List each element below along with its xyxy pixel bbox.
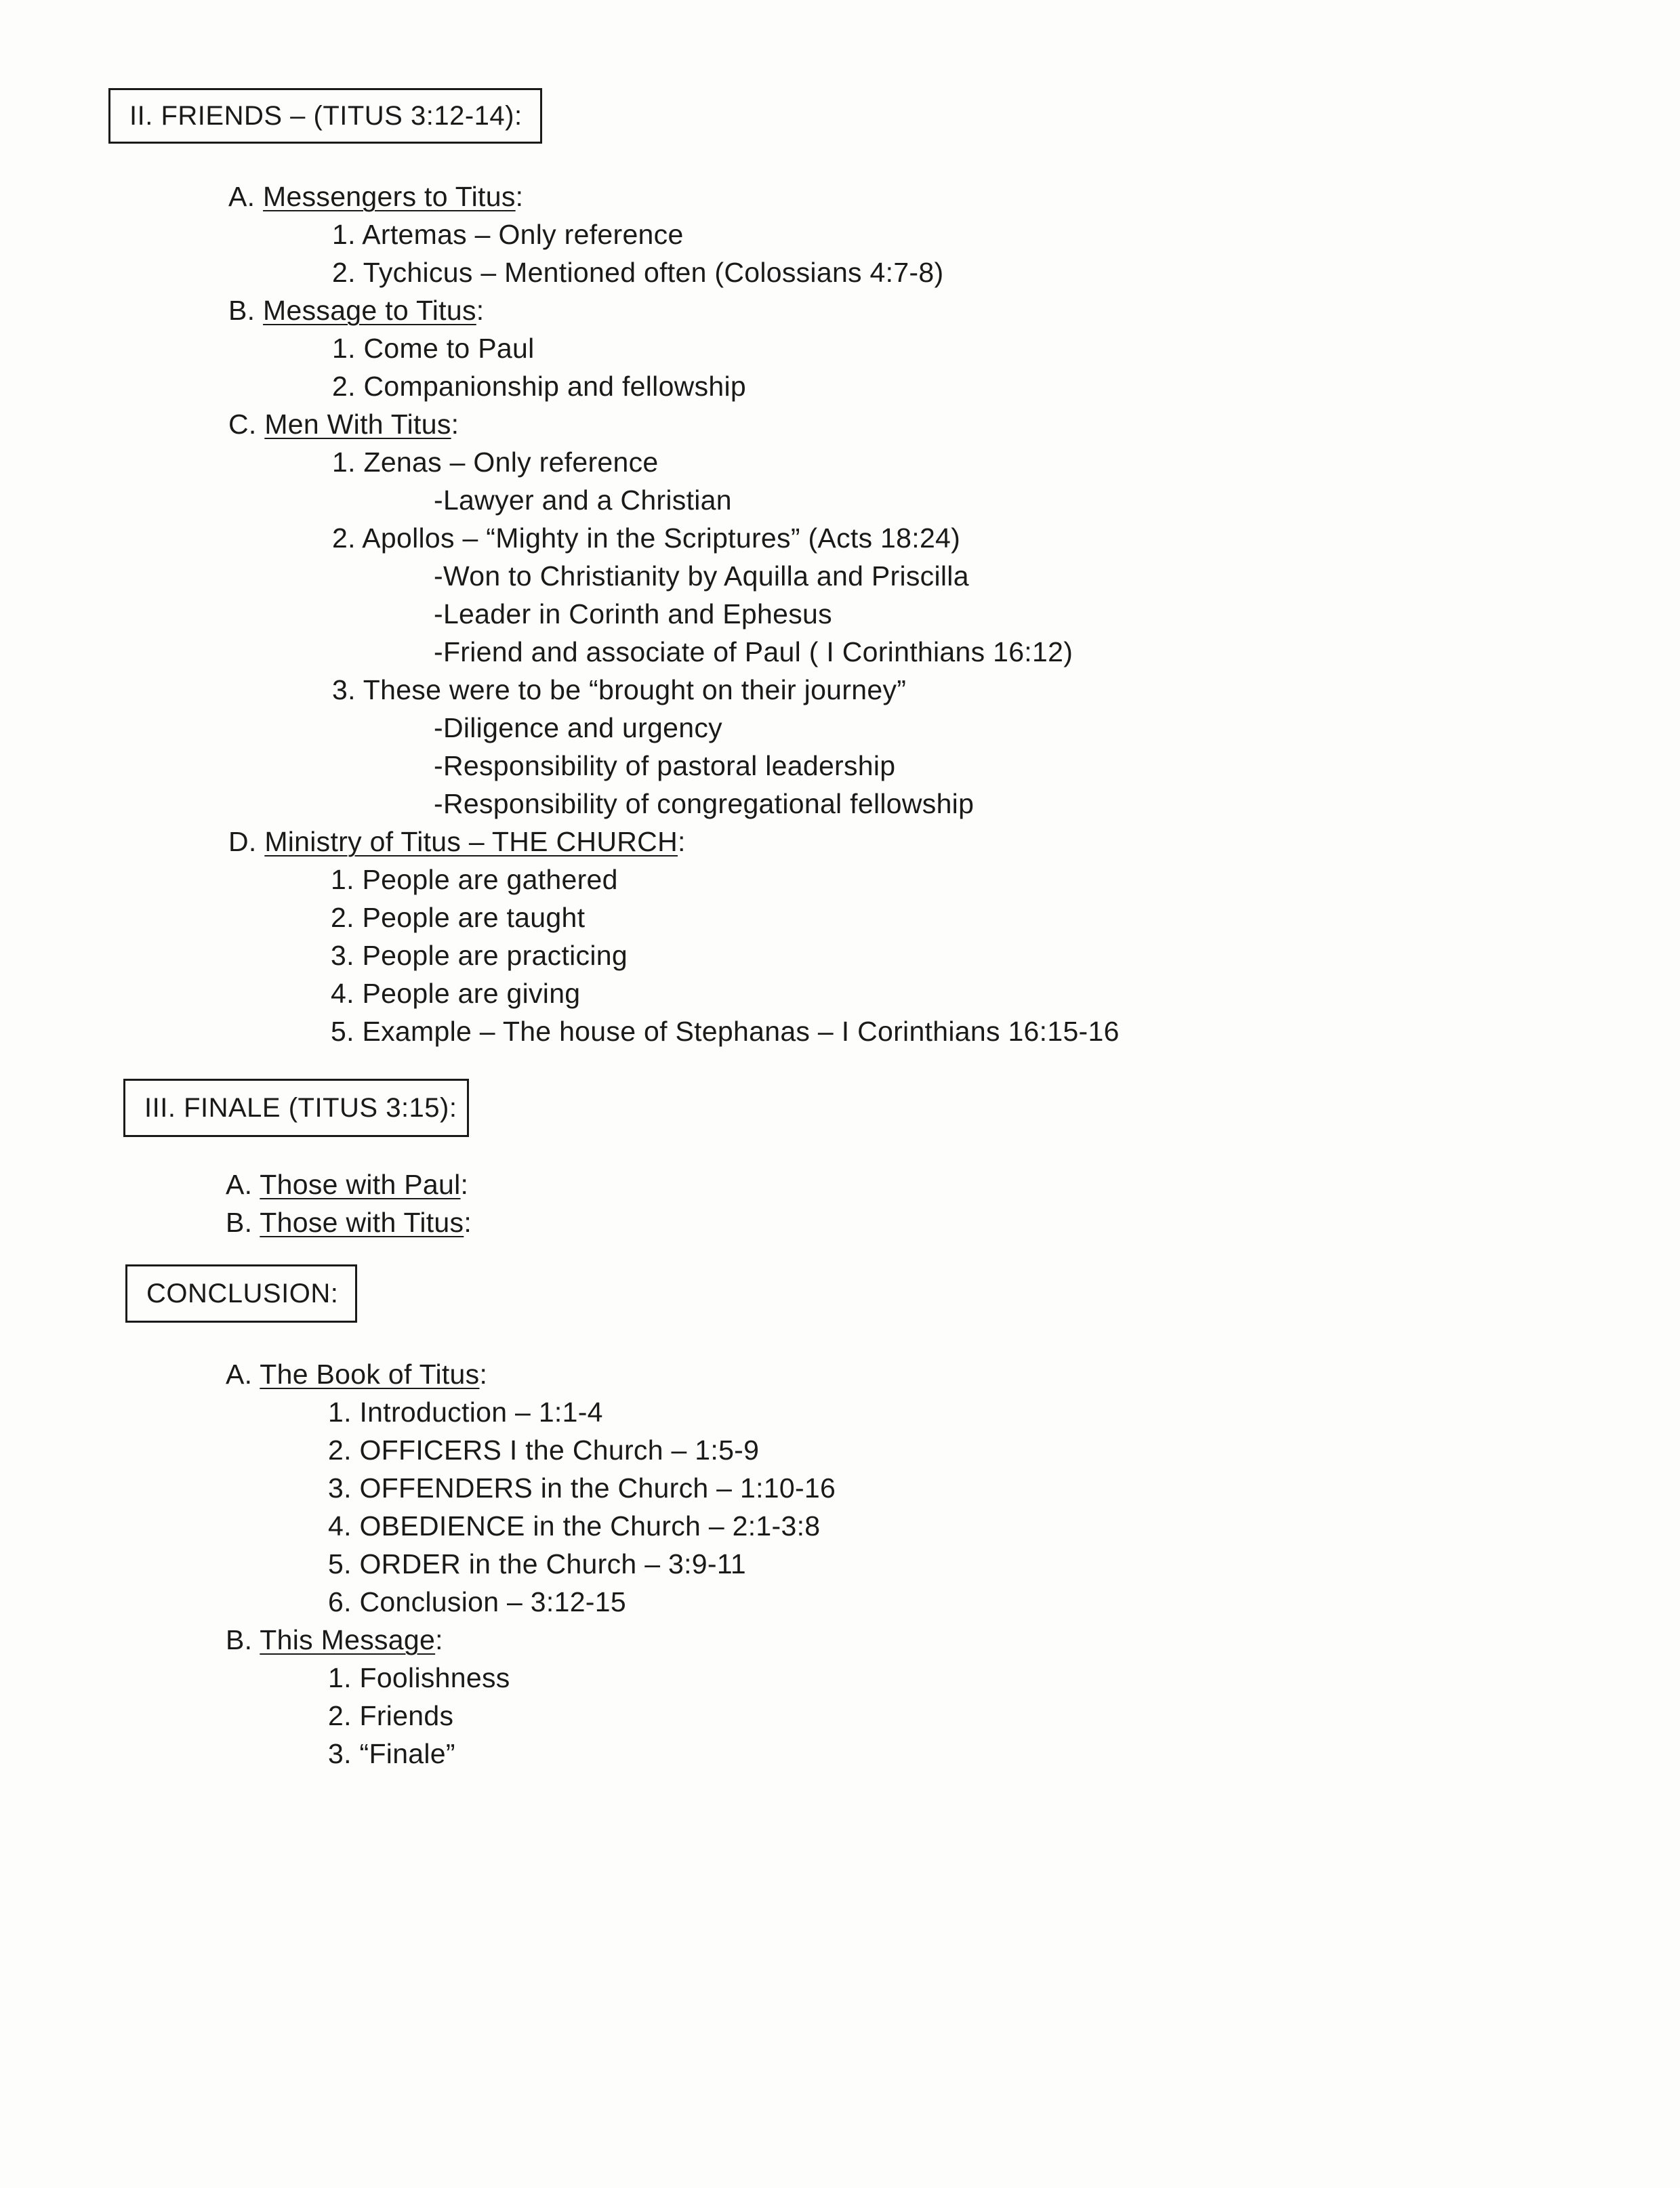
- subheading-colon: :: [515, 181, 524, 212]
- list-item: 1. Artemas – Only reference: [332, 219, 684, 250]
- subheading-message: [228, 297, 484, 325]
- subheading-colon: :: [677, 826, 686, 857]
- list-subitem: -Friend and associate of Paul ( I Corinthians 16:12): [434, 636, 1073, 667]
- subheading-title: Ministry of Titus – THE CHURCH: [264, 826, 678, 857]
- list-subitem: -Lawyer and a Christian: [434, 484, 732, 516]
- subheading-this-message: [226, 1626, 443, 1654]
- subheading-men-with-titus: [228, 411, 459, 438]
- subheading-colon: :: [460, 1169, 469, 1200]
- list-item: 5. ORDER in the Church – 3:9-11: [328, 1548, 746, 1580]
- subheading-messengers: [228, 183, 523, 211]
- subheading-letter: A.: [226, 1359, 253, 1390]
- list-item: 2. Companionship and fellowship: [332, 371, 747, 402]
- list-item: 3. OFFENDERS in the Church – 1:10-16: [328, 1472, 836, 1504]
- subheading-those-with-paul: [226, 1171, 468, 1199]
- subheading-letter: B.: [226, 1624, 253, 1655]
- list-subitem: -Diligence and urgency: [434, 712, 722, 743]
- subheading-colon: :: [464, 1207, 472, 1238]
- list-item: 1. Come to Paul: [332, 333, 535, 364]
- subheading-title: Those with Paul: [260, 1169, 461, 1200]
- list-subitem: -Responsibility of pastoral leadership: [434, 750, 896, 781]
- subheading-colon: :: [476, 295, 485, 326]
- list-item: 2. Apollos – “Mighty in the Scriptures” (Acts 18:24): [332, 522, 961, 554]
- list-item: 1. People are gathered: [331, 864, 618, 895]
- list-item: 2. Tychicus – Mentioned often (Colossians 4:7-8): [332, 257, 944, 288]
- list-item: 3. People are practicing: [331, 940, 628, 971]
- list-subitem: -Won to Christianity by Aquilla and Priscilla: [434, 560, 969, 592]
- subheading-colon: :: [479, 1359, 488, 1390]
- list-item: 6. Conclusion – 3:12-15: [328, 1586, 626, 1617]
- subheading-title: Message to Titus: [263, 295, 476, 326]
- section-heading-friends: II. FRIENDS – (TITUS 3:12-14):: [108, 88, 542, 144]
- subheading-title: This Message: [260, 1624, 436, 1655]
- subheading-letter: B.: [226, 1207, 253, 1238]
- list-item: 4. People are giving: [331, 978, 581, 1009]
- subheading-title: The Book of Titus: [260, 1359, 480, 1390]
- subheading-letter: A.: [226, 1169, 253, 1200]
- subheading-book-of-titus: [226, 1361, 487, 1388]
- list-item: 1. Zenas – Only reference: [332, 447, 659, 478]
- list-item: 1. Foolishness: [328, 1662, 510, 1693]
- subheading-letter: B.: [228, 295, 255, 326]
- list-item: 2. Friends: [328, 1700, 454, 1731]
- subheading-letter: C.: [228, 409, 257, 440]
- list-item: 3. These were to be “brought on their journey”: [332, 674, 907, 705]
- list-item: 2. OFFICERS I the Church – 1:5-9: [328, 1434, 760, 1466]
- subheading-letter: D.: [228, 826, 257, 857]
- subheading-those-with-titus: [226, 1209, 472, 1237]
- list-subitem: -Leader in Corinth and Ephesus: [434, 598, 832, 629]
- section-heading-conclusion: CONCLUSION:: [125, 1264, 357, 1323]
- section-heading-finale: III. FINALE (TITUS 3:15):: [123, 1079, 469, 1137]
- subheading-ministry: [228, 828, 686, 856]
- list-item: 5. Example – The house of Stephanas – I Corinthians 16:15-16: [331, 1016, 1120, 1047]
- list-item: 4. OBEDIENCE in the Church – 2:1-3:8: [328, 1510, 821, 1542]
- subheading-colon: :: [451, 409, 459, 440]
- subheading-letter: A.: [228, 181, 255, 212]
- list-item: 3. “Finale”: [328, 1738, 455, 1769]
- subheading-title: Men With Titus: [264, 409, 451, 440]
- list-item: 1. Introduction – 1:1-4: [328, 1397, 603, 1428]
- list-subitem: -Responsibility of congregational fellowship: [434, 788, 975, 819]
- subheading-title: Messengers to Titus: [263, 181, 516, 212]
- list-item: 2. People are taught: [331, 902, 586, 933]
- subheading-colon: :: [435, 1624, 443, 1655]
- subheading-title: Those with Titus: [260, 1207, 464, 1238]
